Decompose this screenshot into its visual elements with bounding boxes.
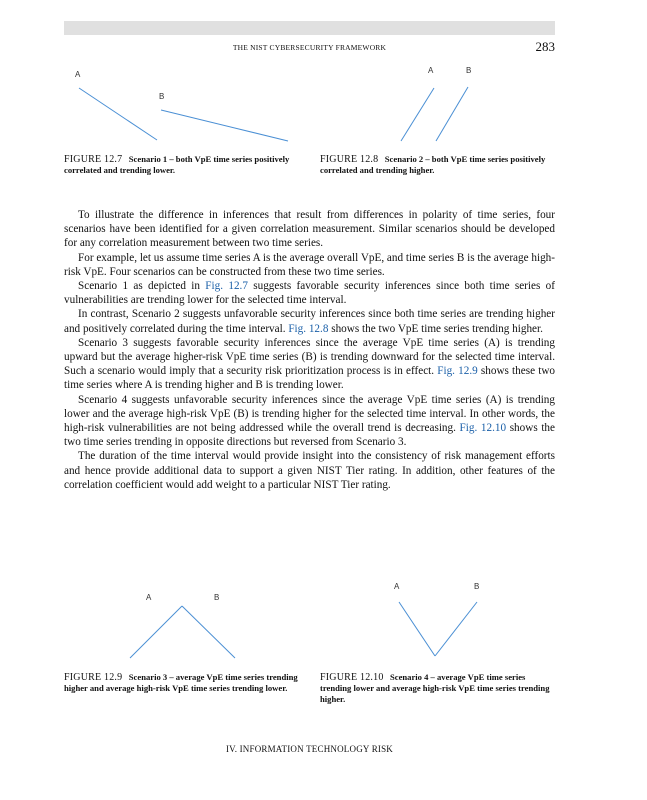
figure-12-10-series-a <box>399 602 435 656</box>
running-title: THE NIST CYBERSECURITY FRAMEWORK <box>232 43 387 52</box>
figure-12-10-number: FIGURE 12.10 <box>320 672 384 683</box>
figure-12-9-lines <box>120 585 270 665</box>
figure-12-9-number: FIGURE 12.9 <box>64 672 123 683</box>
paragraph-5-text-a: Scenario 3 suggests favorable security inferences since the average VpE time series (A) is trending upward but the average higher-risk VpE time series (B) is trending downward for the selected time interval. Such a scenario would imply that a security risk prioritization process is in effect. <box>64 336 555 378</box>
fig-12-9-link[interactable]: Fig. 12.9 <box>437 365 478 378</box>
figure-12-10-caption-text: Scenario 4 – average VpE time series trending lower and average high-risk VpE time series trending higher. <box>320 672 550 704</box>
paragraph-7: The duration of the time interval would provide insight into the consistency of risk management efforts and hence provide additional data to support a given NIST Tier rating. In addition, other features of the correlation coefficient would add weight to a particular NIST Tier rating. <box>64 450 555 491</box>
paragraph-4-text-a: In contrast, Scenario 2 suggests unfavorable security inferences since both time series are trending higher and positively correlated during the time interval. <box>64 308 555 335</box>
figure-12-8-number: FIGURE 12.8 <box>320 154 379 165</box>
figure-12-8 <box>390 62 490 147</box>
figure-12-7-caption-text: Scenario 1 – both VpE time series positively correlated and trending lower. <box>64 154 290 175</box>
figure-12-8-caption-text: Scenario 2 – both VpE time series positively correlated and trending higher. <box>320 154 546 175</box>
paragraph-4-text-b: shows the two VpE time series trending higher. <box>328 322 543 335</box>
figure-12-10-label-b: B <box>474 582 480 591</box>
figure-12-9-series-b <box>182 606 235 658</box>
body-text <box>64 208 555 492</box>
figure-12-9-series-a <box>130 606 182 658</box>
figure-12-10-series-b <box>435 602 477 656</box>
paragraph-6-text-a: Scenario 4 suggests unfavorable security inferences since the average VpE time series (A) is trending lower and the average high-risk VpE (B) is trending higher for the selected time interval. In other words, the high-risk vulnerabilities are not being addressed while the overall trend is decreasing. <box>64 393 555 435</box>
figure-12-7-number: FIGURE 12.7 <box>64 154 123 165</box>
figure-12-10 <box>380 578 500 663</box>
figure-12-7 <box>64 62 314 147</box>
header-bar <box>64 21 555 35</box>
figure-12-8-caption <box>320 154 556 176</box>
fig-12-8-link[interactable]: Fig. 12.8 <box>288 322 329 335</box>
paragraph-3-text-a: Scenario 1 as depicted in <box>78 280 206 293</box>
paragraph-3-text-b: suggests favorable security inferences since both time series of vulnerabilities are trending lower for the selected time interval. <box>64 280 555 307</box>
paragraph-4 <box>64 307 555 335</box>
paragraph-2: For example, let us assume time series A is the average overall VpE, and time series B is the average high-risk VpE. Four scenarios can be constructed from these two time series. <box>64 251 555 278</box>
paragraph-5-text-b: shows these two time series where A is trending higher and B is trending lower. <box>64 365 556 392</box>
figure-12-10-caption <box>320 672 556 705</box>
running-head <box>64 41 555 55</box>
fig-12-10-link[interactable]: Fig. 12.10 <box>459 422 507 435</box>
paragraph-1: To illustrate the difference in inferences that result from differences in polarity of time series, four scenarios have been identified for a given correlation measurement. Similar scenarios should be developed for any correlation measurement between two time series. <box>64 209 555 250</box>
paragraph-5 <box>64 336 555 393</box>
figure-12-8-label-a: A <box>428 66 434 75</box>
figure-12-7-lines <box>64 62 314 147</box>
page-footer: IV. INFORMATION TECHNOLOGY RISK <box>225 744 394 754</box>
figure-12-7-series-a <box>79 88 157 140</box>
figure-12-8-lines <box>390 62 490 147</box>
page-number: 283 <box>535 39 555 54</box>
paragraph-6 <box>64 393 555 450</box>
figure-12-9-caption-text: Scenario 3 – average VpE time series trending higher and average high-risk VpE time series trending lower. <box>64 672 298 693</box>
figure-12-7-label-a: A <box>75 70 81 79</box>
figure-12-8-series-a <box>401 88 434 141</box>
figure-12-7-series-b <box>161 110 288 141</box>
figure-12-8-series-b <box>436 87 468 141</box>
figure-12-9-label-a: A <box>146 593 152 602</box>
fig-12-7-link[interactable]: Fig. 12.7 <box>205 280 248 293</box>
figure-12-9-label-b: B <box>214 593 220 602</box>
figure-12-10-lines <box>380 578 500 663</box>
figure-12-10-label-a: A <box>394 582 400 591</box>
paragraph-3 <box>64 279 555 307</box>
figure-12-8-label-b: B <box>466 66 472 75</box>
figure-12-9 <box>120 585 270 665</box>
figure-12-7-caption <box>64 154 304 176</box>
paragraph-6-text-b: shows the two time series trending in opposite directions but reversed from Scenario 3. <box>64 422 555 449</box>
figure-12-9-caption <box>64 672 304 694</box>
figure-12-7-label-b: B <box>159 92 165 101</box>
